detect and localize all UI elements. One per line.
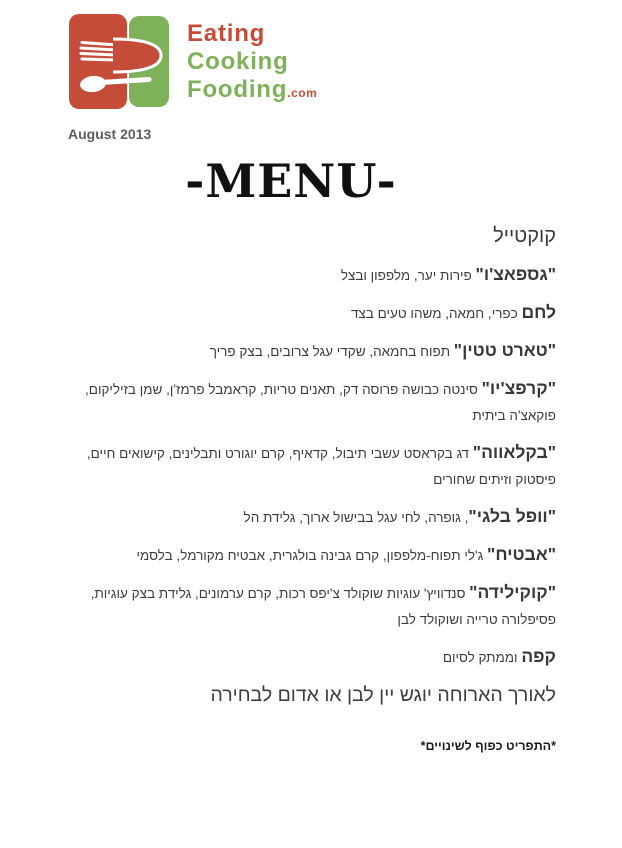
logo-word-eating: Eating bbox=[187, 20, 266, 47]
menu-item-desc: ג'לי תפוח-מלפפון, קרם גבינה בולגרית, אבטיח מקורמל, בלסמי bbox=[136, 547, 488, 563]
menu-item-watermelon bbox=[72, 541, 556, 569]
menu-item-desc: דג בקראסט עשבי תיבול, קדאיף, קרם יוגורט ותבלינים, קישואים חיים, פיסטוק וזיתים שחורים bbox=[86, 445, 556, 487]
document-header bbox=[0, 0, 622, 142]
menu-item-tarte-tatin bbox=[72, 337, 556, 365]
date-label: August 2013 bbox=[68, 126, 152, 142]
menu-item-name: "וופל בלגי" bbox=[468, 505, 556, 526]
menu-item-belgian-waffle bbox=[72, 503, 556, 531]
menu-item-gazpacho bbox=[72, 261, 556, 289]
menu-item-name: "בקלאווה" bbox=[472, 441, 556, 462]
menu-item-desc: פירות יער, מלפפון ובצל bbox=[340, 267, 476, 283]
menu-item-carpaccio bbox=[72, 375, 556, 429]
menu-item-desc: סינטה כבושה פרוסה דק, תאנים טריות, קראמבל פרמז'ן, שמן בזיליקום, פוקאצ'ה ביתית bbox=[85, 381, 556, 423]
logo-word-cooking: Cooking bbox=[187, 48, 289, 75]
menu-item-baklava bbox=[72, 439, 556, 493]
wine-note: לאורך הארוחה יוגש יין לבן או אדום לבחירה bbox=[210, 683, 556, 706]
menu-item-name: קפה bbox=[521, 645, 556, 666]
menu-item-coffee bbox=[72, 643, 556, 671]
logo-word-fooding: Fooding.com bbox=[187, 76, 318, 103]
menu-item-desc: סנדוויץ' עוגיות שוקולד צ'יפס רכות, קרם ערמונים, גלידת בצק עוגיות, פסיפלורה טרייה ושוקולד לבן bbox=[90, 585, 556, 627]
page-title: -MENU- bbox=[185, 154, 397, 208]
menu-item-desc: תפוח בחמאה, שקדי עגל צרובים, בצק פריך bbox=[209, 343, 454, 359]
fork-and-spoon-logo-icon bbox=[67, 14, 171, 111]
menu-item-name: "גספאצ'ו" bbox=[475, 263, 556, 284]
menu-item-name: "קרפצ'יו" bbox=[481, 377, 556, 398]
menu-item-bread bbox=[72, 299, 556, 327]
document-footer bbox=[0, 739, 622, 753]
menu-section-header bbox=[72, 223, 556, 251]
menu-item-desc: , גופרה, לחי עגל בבישול ארוך, גלידת הל bbox=[243, 509, 469, 525]
logo-tld: .com bbox=[287, 86, 318, 100]
menu-item-desc: כפרי, חמאה, משהו טעים בצד bbox=[350, 305, 522, 321]
menu-item-name: "אבטיח" bbox=[487, 543, 556, 564]
menu-item-name: לחם bbox=[521, 301, 556, 322]
site-logo bbox=[67, 14, 622, 111]
menu-items bbox=[0, 223, 622, 709]
menu-section-label: קוקטייל bbox=[493, 224, 556, 247]
menu-item-name: "קוקילידה" bbox=[469, 581, 556, 602]
menu-item-name: "טארט טטין" bbox=[453, 339, 556, 360]
menu-disclaimer: *התפריט כפוף לשינויים* bbox=[420, 738, 556, 753]
logo-wordmark bbox=[187, 14, 317, 107]
menu-item-desc: וממתק לסיום bbox=[442, 649, 522, 665]
menu-item-coquilida bbox=[72, 579, 556, 633]
